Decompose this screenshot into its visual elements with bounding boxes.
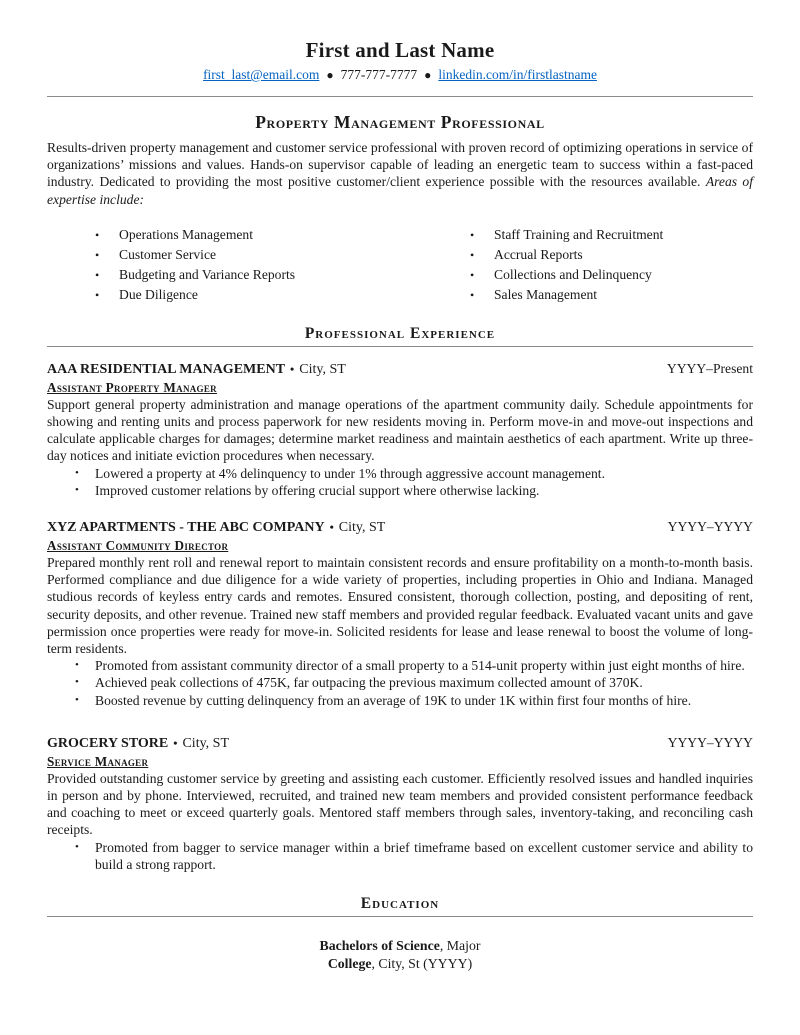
contact-separator: ● xyxy=(424,68,432,82)
achievement-text: Boosted revenue by cutting delinquency from an average of 19K to under 1K within first four months of hire. xyxy=(95,692,692,708)
job-title: Service Manager xyxy=(47,753,149,769)
bullet-icon: • xyxy=(95,227,100,242)
list-item xyxy=(47,657,753,674)
job-achievements xyxy=(47,465,753,499)
achievement-text: Improved customer relations by offering crucial support where otherwise lacking. xyxy=(95,482,540,498)
achievement-text: Promoted from bagger to service manager within a brief timeframe based on excellent customer service and ability to build a strong rapport. xyxy=(95,839,753,872)
expertise-lists xyxy=(47,225,753,305)
expertise-item: Accrual Reports xyxy=(494,246,583,262)
job-description: Prepared monthly rent roll and renewal report to maintain consistent records and ensure profitability on a month-to-month basis. Performed compliance and due diligence for a wide variety of properties, including properties in Ohio and Indiana. Managed studious records of keyless entry cards and remotes. Ensured consistent, thorough collection, posting, and depositing of rent, security deposits, and other revenue. Trained new staff members and provided regular feedback. Evaluated vacant units and gave permission once properties were ready for move-in. Solicited residents for lease and lease renewal to boost the volume of long-term residents. xyxy=(47,555,753,657)
list-item xyxy=(47,674,753,691)
achievement-text: Promoted from assistant community director of a small property to a 514-unit property within just eight months of hire. xyxy=(95,658,745,674)
education-section-title: Education xyxy=(360,895,440,913)
expertise-item: Sales Management xyxy=(494,286,598,302)
job-location: City, ST xyxy=(299,361,346,377)
section-divider xyxy=(47,346,753,347)
job-location: City, ST xyxy=(338,520,386,536)
bullet-icon: • xyxy=(75,693,79,706)
bullet-icon: • xyxy=(95,287,100,302)
degree-name: Bachelors of Science xyxy=(319,938,440,954)
experience-section xyxy=(47,324,753,873)
school-line xyxy=(47,955,753,973)
degree-major: , Major xyxy=(439,938,481,954)
school-name: College xyxy=(327,956,372,972)
company-name: GROCERY STORE xyxy=(47,735,169,751)
job-achievements xyxy=(47,839,753,873)
company-name: XYZ APARTMENTS - THE ABC COMPANY xyxy=(47,520,325,536)
bullet-icon: • xyxy=(470,227,475,242)
achievement-text: Lowered a property at 4% delinquency to under 1% through aggressive account management. xyxy=(95,465,605,481)
list-item xyxy=(47,465,753,482)
job-dates: YYYY–Present xyxy=(666,360,753,376)
bullet-icon: • xyxy=(75,659,79,672)
education-section xyxy=(47,894,753,973)
job-location: City, ST xyxy=(182,735,230,751)
job-dates: YYYY–YYYY xyxy=(667,734,753,750)
job-description: Support general property administration and manage operations of the apartment community daily. Schedule appointments for showing and renting units and process paperwork for new residents moving in. Perform move-in and move-out inspections and calculate applicable charges for damages; determine market readiness and maintain aesthetics of each apartment. Write up three-day notices and initiate eviction procedures when necessary. xyxy=(47,396,753,464)
list-item xyxy=(95,245,400,265)
linkedin-link[interactable]: linkedin.com/in/firstlastname xyxy=(438,67,597,82)
resume-headline: Property Management Professional xyxy=(255,112,545,132)
experience-section-title: Professional Experience xyxy=(304,324,496,342)
expertise-item: Due Diligence xyxy=(119,286,198,302)
school-location-year: , City, St (YYYY) xyxy=(371,956,473,972)
bullet-icon: • xyxy=(470,287,475,302)
degree-line xyxy=(47,937,753,955)
expertise-column-right xyxy=(400,225,753,305)
bullet-icon: • xyxy=(75,676,79,689)
phone-number: 777-777-7777 xyxy=(340,67,418,82)
job-entry xyxy=(47,734,753,873)
header-divider xyxy=(47,96,753,97)
list-item xyxy=(470,225,753,245)
list-item xyxy=(470,285,753,305)
email-link[interactable]: first_last@email.com xyxy=(203,67,320,82)
education-details xyxy=(47,937,753,973)
candidate-name: First and Last Name xyxy=(305,38,495,62)
list-item xyxy=(95,265,400,285)
list-item xyxy=(95,285,400,305)
expertise-item: Customer Service xyxy=(119,246,217,262)
list-item xyxy=(47,839,753,873)
expertise-column-left xyxy=(47,225,400,305)
list-item xyxy=(47,692,753,709)
summary-text: Results-driven property management and customer service professional with proven record of optimizing operations in service of organizations’ missions and values. Hands-on supervisor capable of leading an energetic team to success within a fast-paced industry. Dedicated to providing the most positive customer/client experience possible with the resources available. xyxy=(47,140,753,190)
contact-line xyxy=(47,66,753,84)
list-item xyxy=(47,482,753,499)
job-entry xyxy=(47,518,753,709)
list-item xyxy=(95,225,400,245)
job-header xyxy=(47,360,753,379)
bullet-icon: • xyxy=(290,361,295,376)
bullet-icon: • xyxy=(95,267,100,282)
job-description: Provided outstanding customer service by greeting and assisting each customer. Efficiently resolved issues and handled inquiries in person and by phone. Interviewed, recruited, and trained new team members and provided consistent performance feedback and coaching to meet or exceed quarterly goals. Mentored staff members through sales, inventory-taking, and reconciling cash receipts. xyxy=(47,770,753,838)
job-header xyxy=(47,518,753,537)
job-achievements xyxy=(47,657,753,709)
expertise-intro: Areas of expertise include: xyxy=(47,174,754,207)
job-company-line xyxy=(47,734,229,753)
job-dates: YYYY–YYYY xyxy=(667,519,753,535)
company-name: AAA RESIDENTIAL MANAGEMENT xyxy=(47,361,286,377)
bullet-icon: • xyxy=(470,247,475,262)
job-entry xyxy=(47,360,753,499)
list-item xyxy=(470,265,753,285)
expertise-item: Collections and Delinquency xyxy=(494,266,652,282)
job-header xyxy=(47,734,753,753)
job-title: Assistant Community Director xyxy=(47,538,229,554)
section-divider xyxy=(47,916,753,917)
bullet-icon: • xyxy=(75,483,79,496)
bullet-icon: • xyxy=(173,735,178,750)
summary-paragraph xyxy=(47,139,753,208)
bullet-icon: • xyxy=(470,267,475,282)
bullet-icon: • xyxy=(95,247,100,262)
achievement-text: Achieved peak collections of 475K, far outpacing the previous maximum collected amount of 370K. xyxy=(95,675,643,691)
job-company-line xyxy=(47,518,385,537)
expertise-item: Operations Management xyxy=(119,226,254,242)
job-title: Assistant Property Manager xyxy=(47,379,217,395)
job-company-line xyxy=(47,360,346,379)
bullet-icon: • xyxy=(75,840,79,853)
bullet-icon: • xyxy=(75,466,79,479)
list-item xyxy=(470,245,753,265)
contact-separator: ● xyxy=(326,68,334,82)
expertise-item: Staff Training and Recruitment xyxy=(494,226,664,242)
expertise-item: Budgeting and Variance Reports xyxy=(119,266,296,282)
bullet-icon: • xyxy=(329,520,334,535)
